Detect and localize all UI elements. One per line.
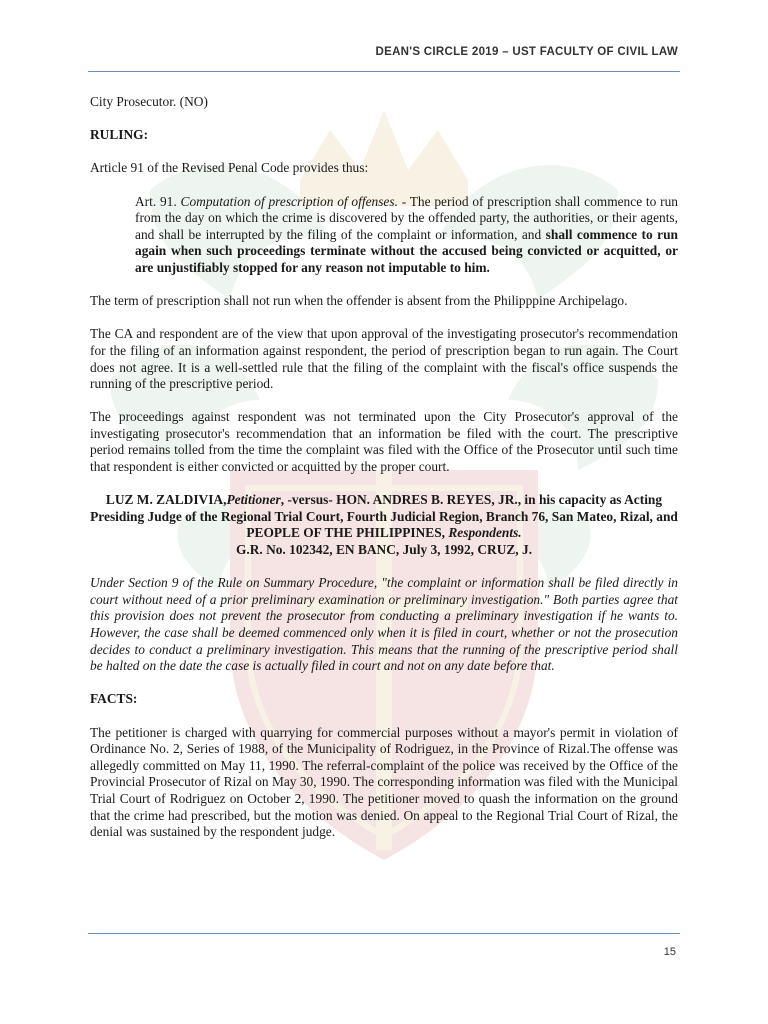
article-title: Computation of prescription of offenses.: [180, 193, 398, 209]
article-text: - The period of prescription shall commence to run from the day on which the crime is discovered by the offended party, the authorities, or their agents, and shall be interrupted by the filing of the complaint or information, and: [135, 193, 678, 242]
case-parties: , -versus- HON. ANDRES B. REYES, JR., in his capacity as Acting Presiding Judge of the Regional Trial Court, Fourth Judicial Region, Branch 76, San Mateo, Rizal, and PEOPLE OF THE PHILIPPINES,: [90, 492, 678, 541]
article-lead: Art. 91.: [135, 193, 181, 209]
article-91-quote: [135, 194, 678, 277]
page-content: [90, 94, 678, 857]
doctrine-paragraph: Under Section 9 of the Rule on Summary Procedure, "the complaint or information shall be filed directly in court without need of a prior preliminary examination or preliminary investigation." Both parties agree that this provision does not prevent the prosecutor from conducting a preliminary investigation if he wants to. However, the case shall be deemed commenced only when it is filed in court, whether or not the prosecution decides to conduct a preliminary investigation. This means that the running of the prescriptive period shall be halted on the date the case is actually filed in court and not on any date before that.: [90, 575, 678, 674]
paragraph-facts: The petitioner is charged with quarrying for commercial purposes without a mayor's permit in violation of Ordinance No. 2, Series of 1988, of the Municipality of Rodriguez, in the Province of Rizal.The offense was allegedly committed on May 11, 1990. The referral-complaint of the police was received by the Office of the Provincial Prosecutor of Rizal on May 30, 1990. The corresponding information was filed with the Municipal Trial Court of Rodriguez on October 2, 1990. The petitioner moved to quash the information on the ground that the crime had prescribed, but the motion was denied. On appeal to the Regional Trial Court of Rizal, the denial was sustained by the respondent judge.: [90, 724, 678, 840]
paragraph-article-intro: Article 91 of the Revised Penal Code provides thus:: [90, 160, 369, 176]
paragraph-city-prosecutor: City Prosecutor. (NO): [90, 94, 208, 109]
case-citation: G.R. No. 102342, EN BANC, July 3, 1992, CRUZ, J.: [235, 542, 533, 558]
page-number: 15: [663, 946, 676, 958]
case-title: [90, 492, 678, 558]
case-petitioner: LUZ M. ZALDIVIA,: [105, 492, 227, 508]
facts-heading: FACTS:: [90, 691, 138, 707]
article-emphasis: shall commence to run again when such proceedings terminate without the accused being convicted or acquitted, or are unjustifiably stopped for any reason not imputable to him.: [135, 226, 678, 275]
running-header: DEAN'S CIRCLE 2019 – UST FACULTY OF CIVIL LAW: [375, 46, 678, 58]
case-petitioner-role: Petitioner: [226, 492, 281, 508]
footer-divider: [88, 933, 680, 934]
ruling-heading: RULING:: [90, 127, 149, 143]
header-divider: [88, 71, 680, 72]
paragraph-term: The term of prescription shall not run when the offender is absent from the Philipppine Archipelago.: [90, 293, 628, 309]
paragraph-ca-view: The CA and respondent are of the view that upon approval of the investigating prosecutor's recommendation for the filing of an information against respondent, the period of prescription began to run again. The Court does not agree. It is a well-settled rule that the filing of the complaint with the fiscal's office suspends the running of the prescriptive period.: [90, 326, 678, 392]
paragraph-proceedings: The proceedings against respondent was not terminated upon the City Prosecutor's approval of the investigating prosecutor's recommendation that an information be filed with the court. The prescriptive period remains tolled from the time the complaint was filed with the Office of the Prosecutor until such time that respondent is either convicted or acquitted by the proper court.: [90, 409, 678, 475]
case-respondents-role: Respondents.: [448, 525, 522, 541]
